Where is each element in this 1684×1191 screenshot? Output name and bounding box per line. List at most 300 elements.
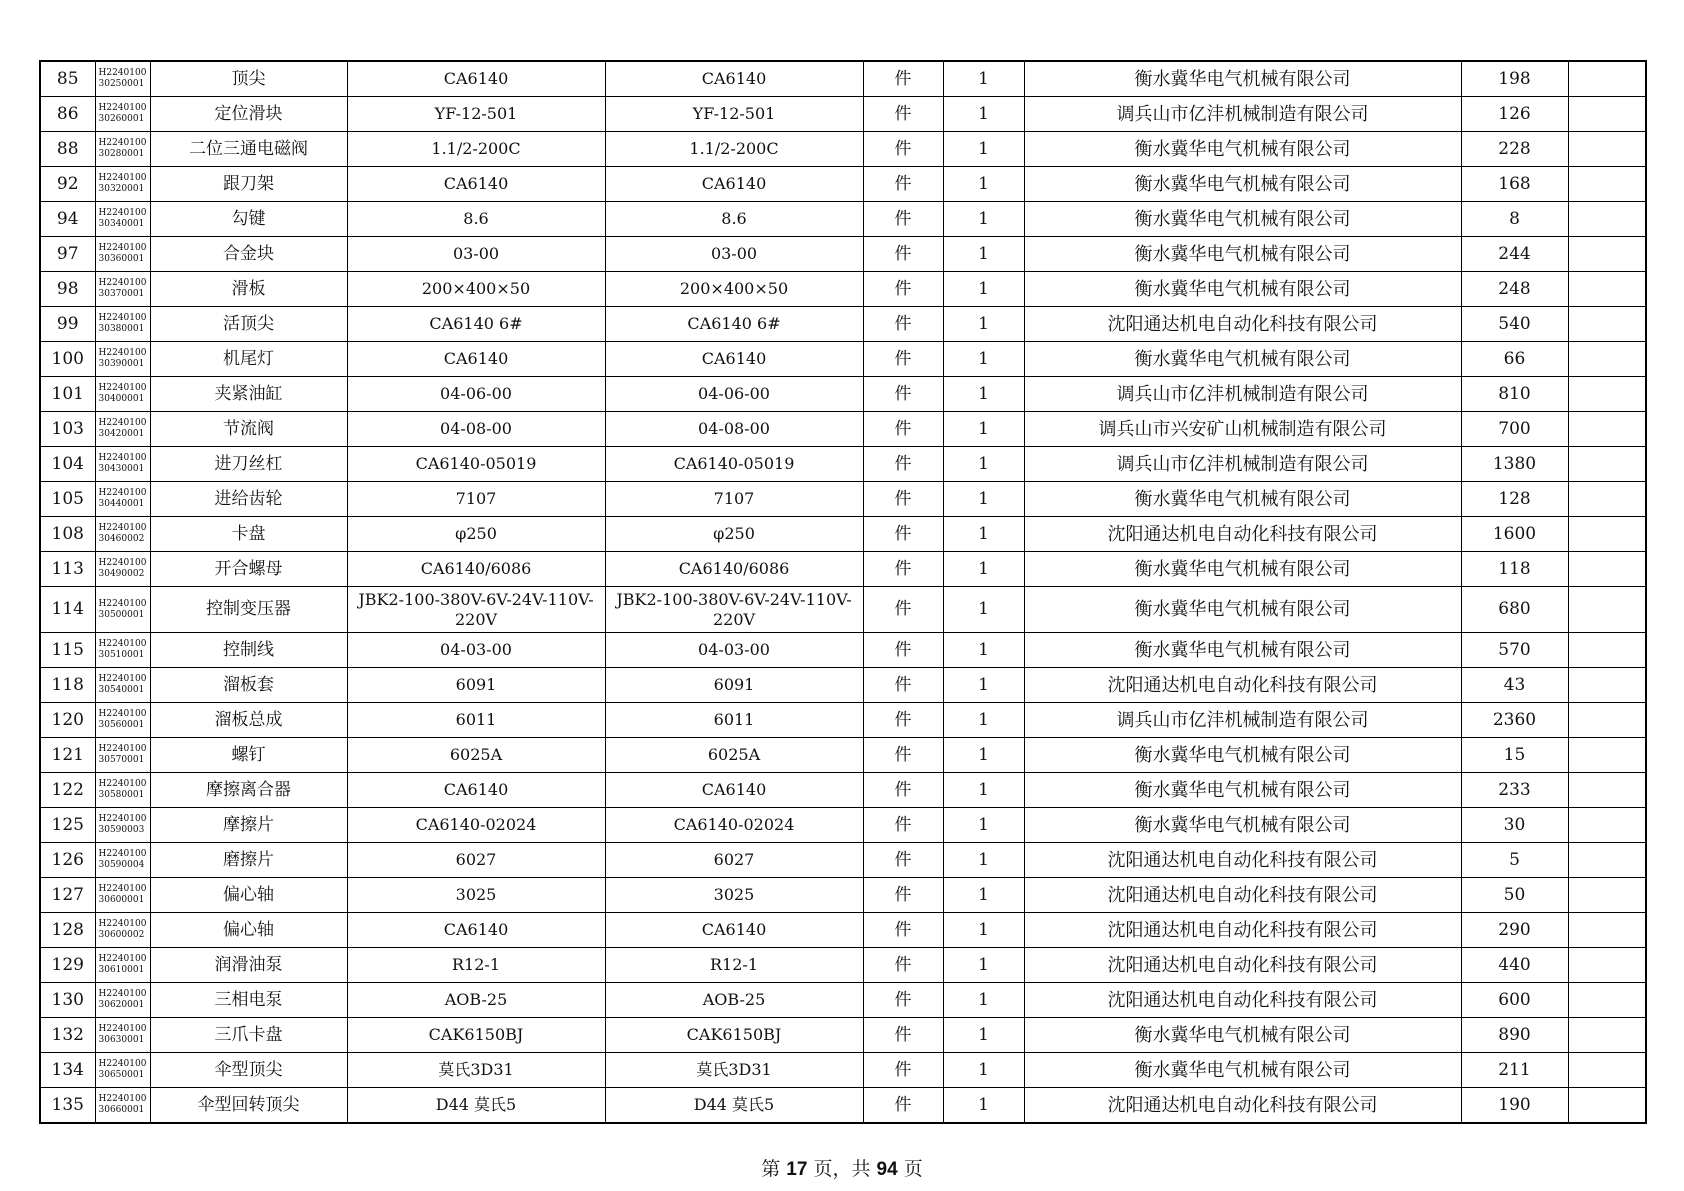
- model-cell: CA6140-05019: [605, 447, 863, 482]
- row-number-cell: 105: [40, 482, 95, 517]
- quantity-cell: 1: [943, 307, 1024, 342]
- model-cell: 6027: [605, 843, 863, 878]
- specification-cell: AOB-25: [347, 983, 605, 1018]
- remark-cell: [1568, 948, 1646, 983]
- unit-cell: 件: [863, 703, 943, 738]
- part-name-cell: 溜板总成: [150, 703, 347, 738]
- unit-cell: 件: [863, 272, 943, 307]
- remark-cell: [1568, 843, 1646, 878]
- price-cell: 118: [1461, 552, 1568, 587]
- part-name-cell: 进给齿轮: [150, 482, 347, 517]
- quantity-cell: 1: [943, 342, 1024, 377]
- specification-cell: CA6140: [347, 342, 605, 377]
- table-row: [40, 1088, 1646, 1124]
- row-number-cell: 104: [40, 447, 95, 482]
- remark-cell: [1568, 633, 1646, 668]
- part-name-cell: 开合螺母: [150, 552, 347, 587]
- specification-cell: 7107: [347, 482, 605, 517]
- material-code-cell: H2240100 30620001: [95, 983, 150, 1018]
- remark-cell: [1568, 668, 1646, 703]
- unit-cell: 件: [863, 633, 943, 668]
- price-cell: 15: [1461, 738, 1568, 773]
- price-cell: 680: [1461, 587, 1568, 633]
- table-row: [40, 167, 1646, 202]
- row-number-cell: 94: [40, 202, 95, 237]
- specification-cell: 6025A: [347, 738, 605, 773]
- row-number-cell: 135: [40, 1088, 95, 1124]
- material-code-cell: H2240100 30420001: [95, 412, 150, 447]
- part-name-cell: 摩擦片: [150, 808, 347, 843]
- price-cell: 228: [1461, 132, 1568, 167]
- price-cell: 190: [1461, 1088, 1568, 1124]
- remark-cell: [1568, 342, 1646, 377]
- remark-cell: [1568, 1088, 1646, 1124]
- part-name-cell: 定位滑块: [150, 97, 347, 132]
- unit-cell: 件: [863, 202, 943, 237]
- table-row: [40, 948, 1646, 983]
- part-name-cell: 合金块: [150, 237, 347, 272]
- price-cell: 440: [1461, 948, 1568, 983]
- table-row: [40, 913, 1646, 948]
- model-cell: CA6140: [605, 342, 863, 377]
- price-cell: 890: [1461, 1018, 1568, 1053]
- unit-cell: 件: [863, 412, 943, 447]
- model-cell: 04-06-00: [605, 377, 863, 412]
- quantity-cell: 1: [943, 843, 1024, 878]
- quantity-cell: 1: [943, 1088, 1024, 1124]
- model-cell: CA6140/6086: [605, 552, 863, 587]
- row-number-cell: 85: [40, 61, 95, 97]
- model-cell: 3025: [605, 878, 863, 913]
- part-name-cell: 偏心轴: [150, 913, 347, 948]
- remark-cell: [1568, 913, 1646, 948]
- supplier-cell: 衡水冀华电气机械有限公司: [1024, 633, 1461, 668]
- row-number-cell: 126: [40, 843, 95, 878]
- supplier-cell: 衡水冀华电气机械有限公司: [1024, 552, 1461, 587]
- model-cell: JBK2-100-380V-6V-24V-110V-220V: [605, 587, 863, 633]
- specification-cell: CA6140: [347, 61, 605, 97]
- row-number-cell: 108: [40, 517, 95, 552]
- material-code-cell: H2240100 30440001: [95, 482, 150, 517]
- supplier-cell: 调兵山市亿沣机械制造有限公司: [1024, 97, 1461, 132]
- part-name-cell: 螺钉: [150, 738, 347, 773]
- part-name-cell: 卡盘: [150, 517, 347, 552]
- remark-cell: [1568, 587, 1646, 633]
- table-row: [40, 377, 1646, 412]
- supplier-cell: 衡水冀华电气机械有限公司: [1024, 808, 1461, 843]
- unit-cell: 件: [863, 97, 943, 132]
- table-row: [40, 738, 1646, 773]
- supplier-cell: 衡水冀华电气机械有限公司: [1024, 342, 1461, 377]
- unit-cell: 件: [863, 808, 943, 843]
- model-cell: 莫氏3D31: [605, 1053, 863, 1088]
- material-code-cell: H2240100 30500001: [95, 587, 150, 633]
- part-name-cell: 勾键: [150, 202, 347, 237]
- supplier-cell: 调兵山市亿沣机械制造有限公司: [1024, 703, 1461, 738]
- table-row: [40, 202, 1646, 237]
- quantity-cell: 1: [943, 808, 1024, 843]
- part-name-cell: 偏心轴: [150, 878, 347, 913]
- unit-cell: 件: [863, 587, 943, 633]
- table-row: [40, 342, 1646, 377]
- row-number-cell: 118: [40, 668, 95, 703]
- model-cell: CA6140: [605, 913, 863, 948]
- supplier-cell: 衡水冀华电气机械有限公司: [1024, 587, 1461, 633]
- quantity-cell: 1: [943, 202, 1024, 237]
- row-number-cell: 114: [40, 587, 95, 633]
- part-name-cell: 润滑油泵: [150, 948, 347, 983]
- supplier-cell: 沈阳通达机电自动化科技有限公司: [1024, 843, 1461, 878]
- part-name-cell: 控制线: [150, 633, 347, 668]
- table-row: [40, 307, 1646, 342]
- material-code-cell: H2240100 30340001: [95, 202, 150, 237]
- specification-cell: 8.6: [347, 202, 605, 237]
- table-row: [40, 808, 1646, 843]
- supplier-cell: 沈阳通达机电自动化科技有限公司: [1024, 913, 1461, 948]
- total-pages-number: 94: [876, 1159, 898, 1180]
- material-code-cell: H2240100 30490002: [95, 552, 150, 587]
- model-cell: R12-1: [605, 948, 863, 983]
- supplier-cell: 沈阳通达机电自动化科技有限公司: [1024, 878, 1461, 913]
- table-row: [40, 983, 1646, 1018]
- model-cell: φ250: [605, 517, 863, 552]
- price-cell: 540: [1461, 307, 1568, 342]
- row-number-cell: 127: [40, 878, 95, 913]
- material-code-cell: H2240100 30250001: [95, 61, 150, 97]
- quantity-cell: 1: [943, 668, 1024, 703]
- quantity-cell: 1: [943, 913, 1024, 948]
- material-code-cell: H2240100 30610001: [95, 948, 150, 983]
- quantity-cell: 1: [943, 167, 1024, 202]
- material-code-cell: H2240100 30370001: [95, 272, 150, 307]
- table-row: [40, 843, 1646, 878]
- supplier-cell: 调兵山市兴安矿山机械制造有限公司: [1024, 412, 1461, 447]
- part-name-cell: 伞型回转顶尖: [150, 1088, 347, 1124]
- remark-cell: [1568, 878, 1646, 913]
- remark-cell: [1568, 412, 1646, 447]
- unit-cell: 件: [863, 1018, 943, 1053]
- remark-cell: [1568, 202, 1646, 237]
- quantity-cell: 1: [943, 738, 1024, 773]
- price-cell: 570: [1461, 633, 1568, 668]
- supplier-cell: 沈阳通达机电自动化科技有限公司: [1024, 1088, 1461, 1124]
- quantity-cell: 1: [943, 552, 1024, 587]
- model-cell: 6011: [605, 703, 863, 738]
- row-number-cell: 120: [40, 703, 95, 738]
- parts-price-table: [39, 60, 1647, 1124]
- material-code-cell: H2240100 30400001: [95, 377, 150, 412]
- price-cell: 1380: [1461, 447, 1568, 482]
- quantity-cell: 1: [943, 97, 1024, 132]
- unit-cell: 件: [863, 913, 943, 948]
- unit-cell: 件: [863, 517, 943, 552]
- model-cell: CA6140-02024: [605, 808, 863, 843]
- remark-cell: [1568, 97, 1646, 132]
- unit-cell: 件: [863, 132, 943, 167]
- specification-cell: 6011: [347, 703, 605, 738]
- quantity-cell: 1: [943, 1053, 1024, 1088]
- specification-cell: φ250: [347, 517, 605, 552]
- supplier-cell: 衡水冀华电气机械有限公司: [1024, 167, 1461, 202]
- model-cell: 03-00: [605, 237, 863, 272]
- unit-cell: 件: [863, 1053, 943, 1088]
- specification-cell: R12-1: [347, 948, 605, 983]
- supplier-cell: 沈阳通达机电自动化科技有限公司: [1024, 307, 1461, 342]
- footer-prefix: 第: [761, 1158, 781, 1180]
- quantity-cell: 1: [943, 517, 1024, 552]
- price-cell: 66: [1461, 342, 1568, 377]
- row-number-cell: 121: [40, 738, 95, 773]
- row-number-cell: 115: [40, 633, 95, 668]
- remark-cell: [1568, 517, 1646, 552]
- quantity-cell: 1: [943, 1018, 1024, 1053]
- table-row: [40, 237, 1646, 272]
- part-name-cell: 三相电泵: [150, 983, 347, 1018]
- specification-cell: JBK2-100-380V-6V-24V-110V-220V: [347, 587, 605, 633]
- quantity-cell: 1: [943, 773, 1024, 808]
- supplier-cell: 衡水冀华电气机械有限公司: [1024, 132, 1461, 167]
- supplier-cell: 衡水冀华电气机械有限公司: [1024, 1053, 1461, 1088]
- model-cell: YF-12-501: [605, 97, 863, 132]
- remark-cell: [1568, 377, 1646, 412]
- row-number-cell: 122: [40, 773, 95, 808]
- price-cell: 8: [1461, 202, 1568, 237]
- model-cell: AOB-25: [605, 983, 863, 1018]
- unit-cell: 件: [863, 983, 943, 1018]
- row-number-cell: 86: [40, 97, 95, 132]
- table-row: [40, 668, 1646, 703]
- specification-cell: 04-03-00: [347, 633, 605, 668]
- specification-cell: CAK6150BJ: [347, 1018, 605, 1053]
- supplier-cell: 衡水冀华电气机械有限公司: [1024, 482, 1461, 517]
- supplier-cell: 衡水冀华电气机械有限公司: [1024, 773, 1461, 808]
- table-row: [40, 272, 1646, 307]
- quantity-cell: 1: [943, 61, 1024, 97]
- model-cell: CA6140: [605, 167, 863, 202]
- table-row: [40, 878, 1646, 913]
- model-cell: 6025A: [605, 738, 863, 773]
- price-cell: 198: [1461, 61, 1568, 97]
- supplier-cell: 衡水冀华电气机械有限公司: [1024, 738, 1461, 773]
- table-row: [40, 447, 1646, 482]
- material-code-cell: H2240100 30510001: [95, 633, 150, 668]
- supplier-cell: 沈阳通达机电自动化科技有限公司: [1024, 517, 1461, 552]
- remark-cell: [1568, 1053, 1646, 1088]
- quantity-cell: 1: [943, 272, 1024, 307]
- current-page-number: 17: [786, 1159, 808, 1180]
- remark-cell: [1568, 307, 1646, 342]
- supplier-cell: 调兵山市亿沣机械制造有限公司: [1024, 447, 1461, 482]
- material-code-cell: H2240100 30380001: [95, 307, 150, 342]
- part-name-cell: 节流阀: [150, 412, 347, 447]
- remark-cell: [1568, 167, 1646, 202]
- price-cell: 30: [1461, 808, 1568, 843]
- supplier-cell: 衡水冀华电气机械有限公司: [1024, 272, 1461, 307]
- row-number-cell: 129: [40, 948, 95, 983]
- quantity-cell: 1: [943, 132, 1024, 167]
- row-number-cell: 100: [40, 342, 95, 377]
- specification-cell: YF-12-501: [347, 97, 605, 132]
- specification-cell: 04-08-00: [347, 412, 605, 447]
- supplier-cell: 衡水冀华电气机械有限公司: [1024, 202, 1461, 237]
- supplier-cell: 衡水冀华电气机械有限公司: [1024, 237, 1461, 272]
- price-cell: 43: [1461, 668, 1568, 703]
- material-code-cell: H2240100 30650001: [95, 1053, 150, 1088]
- footer-middle: 页，共: [813, 1158, 871, 1180]
- material-code-cell: H2240100 30630001: [95, 1018, 150, 1053]
- row-number-cell: 101: [40, 377, 95, 412]
- quantity-cell: 1: [943, 237, 1024, 272]
- remark-cell: [1568, 447, 1646, 482]
- remark-cell: [1568, 272, 1646, 307]
- row-number-cell: 88: [40, 132, 95, 167]
- model-cell: CAK6150BJ: [605, 1018, 863, 1053]
- remark-cell: [1568, 237, 1646, 272]
- specification-cell: 200×400×50: [347, 272, 605, 307]
- material-code-cell: H2240100 30590004: [95, 843, 150, 878]
- table-row: [40, 412, 1646, 447]
- table-row: [40, 552, 1646, 587]
- quantity-cell: 1: [943, 948, 1024, 983]
- price-cell: 211: [1461, 1053, 1568, 1088]
- model-cell: D44 莫氏5: [605, 1088, 863, 1124]
- unit-cell: 件: [863, 482, 943, 517]
- quantity-cell: 1: [943, 587, 1024, 633]
- quantity-cell: 1: [943, 878, 1024, 913]
- row-number-cell: 113: [40, 552, 95, 587]
- price-cell: 290: [1461, 913, 1568, 948]
- unit-cell: 件: [863, 773, 943, 808]
- price-cell: 128: [1461, 482, 1568, 517]
- table-row: [40, 482, 1646, 517]
- footer-suffix: 页: [903, 1158, 923, 1180]
- specification-cell: CA6140-02024: [347, 808, 605, 843]
- unit-cell: 件: [863, 447, 943, 482]
- row-number-cell: 132: [40, 1018, 95, 1053]
- remark-cell: [1568, 1018, 1646, 1053]
- price-cell: 600: [1461, 983, 1568, 1018]
- specification-cell: 6091: [347, 668, 605, 703]
- specification-cell: CA6140: [347, 167, 605, 202]
- specification-cell: 6027: [347, 843, 605, 878]
- specification-cell: 1.1/2-200C: [347, 132, 605, 167]
- supplier-cell: 衡水冀华电气机械有限公司: [1024, 61, 1461, 97]
- quantity-cell: 1: [943, 447, 1024, 482]
- table-row: [40, 97, 1646, 132]
- specification-cell: 03-00: [347, 237, 605, 272]
- row-number-cell: 128: [40, 913, 95, 948]
- material-code-cell: H2240100 30580001: [95, 773, 150, 808]
- supplier-cell: 沈阳通达机电自动化科技有限公司: [1024, 948, 1461, 983]
- unit-cell: 件: [863, 843, 943, 878]
- material-code-cell: H2240100 30390001: [95, 342, 150, 377]
- part-name-cell: 伞型顶尖: [150, 1053, 347, 1088]
- price-cell: 244: [1461, 237, 1568, 272]
- model-cell: CA6140 6#: [605, 307, 863, 342]
- part-name-cell: 活顶尖: [150, 307, 347, 342]
- model-cell: CA6140: [605, 773, 863, 808]
- material-code-cell: H2240100 30260001: [95, 97, 150, 132]
- supplier-cell: 调兵山市亿沣机械制造有限公司: [1024, 377, 1461, 412]
- part-name-cell: 三爪卡盘: [150, 1018, 347, 1053]
- part-name-cell: 机尾灯: [150, 342, 347, 377]
- material-code-cell: H2240100 30360001: [95, 237, 150, 272]
- material-code-cell: H2240100 30600002: [95, 913, 150, 948]
- model-cell: 8.6: [605, 202, 863, 237]
- row-number-cell: 130: [40, 983, 95, 1018]
- specification-cell: CA6140: [347, 773, 605, 808]
- row-number-cell: 103: [40, 412, 95, 447]
- specification-cell: CA6140: [347, 913, 605, 948]
- model-cell: 200×400×50: [605, 272, 863, 307]
- remark-cell: [1568, 703, 1646, 738]
- remark-cell: [1568, 552, 1646, 587]
- remark-cell: [1568, 983, 1646, 1018]
- table-row: [40, 132, 1646, 167]
- remark-cell: [1568, 808, 1646, 843]
- remark-cell: [1568, 482, 1646, 517]
- specification-cell: 3025: [347, 878, 605, 913]
- specification-cell: D44 莫氏5: [347, 1088, 605, 1124]
- row-number-cell: 125: [40, 808, 95, 843]
- quantity-cell: 1: [943, 482, 1024, 517]
- unit-cell: 件: [863, 307, 943, 342]
- page-footer: [0, 1154, 1684, 1181]
- supplier-cell: 沈阳通达机电自动化科技有限公司: [1024, 983, 1461, 1018]
- part-name-cell: 跟刀架: [150, 167, 347, 202]
- part-name-cell: 溜板套: [150, 668, 347, 703]
- part-name-cell: 滑板: [150, 272, 347, 307]
- price-cell: 810: [1461, 377, 1568, 412]
- table-row: [40, 1018, 1646, 1053]
- price-cell: 700: [1461, 412, 1568, 447]
- row-number-cell: 98: [40, 272, 95, 307]
- part-name-cell: 顶尖: [150, 61, 347, 97]
- price-cell: 50: [1461, 878, 1568, 913]
- part-name-cell: 控制变压器: [150, 587, 347, 633]
- part-name-cell: 进刀丝杠: [150, 447, 347, 482]
- unit-cell: 件: [863, 552, 943, 587]
- material-code-cell: H2240100 30320001: [95, 167, 150, 202]
- unit-cell: 件: [863, 167, 943, 202]
- model-cell: 1.1/2-200C: [605, 132, 863, 167]
- specification-cell: CA6140-05019: [347, 447, 605, 482]
- table-row: [40, 1053, 1646, 1088]
- table-row: [40, 633, 1646, 668]
- price-cell: 126: [1461, 97, 1568, 132]
- material-code-cell: H2240100 30460002: [95, 517, 150, 552]
- model-cell: 04-03-00: [605, 633, 863, 668]
- unit-cell: 件: [863, 1088, 943, 1124]
- quantity-cell: 1: [943, 983, 1024, 1018]
- material-code-cell: H2240100 30280001: [95, 132, 150, 167]
- material-code-cell: H2240100 30660001: [95, 1088, 150, 1124]
- unit-cell: 件: [863, 61, 943, 97]
- price-cell: 233: [1461, 773, 1568, 808]
- material-code-cell: H2240100 30590003: [95, 808, 150, 843]
- specification-cell: 莫氏3D31: [347, 1053, 605, 1088]
- price-cell: 2360: [1461, 703, 1568, 738]
- remark-cell: [1568, 61, 1646, 97]
- material-code-cell: H2240100 30540001: [95, 668, 150, 703]
- model-cell: 7107: [605, 482, 863, 517]
- model-cell: 04-08-00: [605, 412, 863, 447]
- row-number-cell: 97: [40, 237, 95, 272]
- supplier-cell: 沈阳通达机电自动化科技有限公司: [1024, 668, 1461, 703]
- quantity-cell: 1: [943, 633, 1024, 668]
- row-number-cell: 134: [40, 1053, 95, 1088]
- supplier-cell: 衡水冀华电气机械有限公司: [1024, 1018, 1461, 1053]
